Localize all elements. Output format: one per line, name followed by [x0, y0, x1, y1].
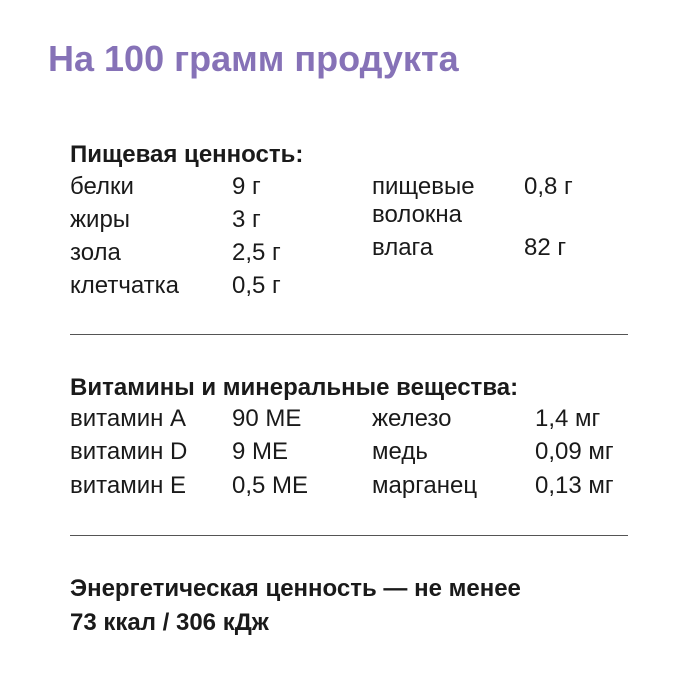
nutrient-name: пищевые: [372, 173, 475, 200]
nutrient-name: клетчатка: [70, 272, 180, 299]
nutrient-name: белки: [70, 173, 134, 200]
nutrient-name: влага: [372, 234, 434, 261]
nutrient-name: жиры: [70, 206, 131, 233]
energy-line: 73 ккал / 306 кДж: [70, 609, 269, 636]
energy-line: Энергетическая ценность — не менее: [70, 575, 521, 602]
nutrient-name: зола: [70, 239, 121, 266]
mineral-value: 1,4 мг: [535, 405, 601, 432]
nutrient-value: 3 г: [232, 206, 261, 233]
nutrient-value: 2,5 г: [232, 239, 281, 266]
nutrient-value: 82 г: [524, 234, 567, 261]
nutrition-heading: Пищевая ценность:: [70, 141, 304, 168]
vitamins-heading: Витамины и минеральные вещества:: [70, 374, 519, 401]
vitamin-value: 90 МЕ: [232, 405, 302, 432]
mineral-name: медь: [372, 438, 428, 465]
mineral-name: железо: [372, 405, 452, 432]
energy-value: [70, 572, 521, 640]
vitamin-value: 0,5 МЕ: [232, 472, 309, 499]
divider: [70, 334, 628, 335]
nutrient-value: 0,8 г: [524, 173, 573, 200]
mineral-value: 0,09 мг: [535, 438, 614, 465]
vitamin-name: витамин D: [70, 438, 188, 465]
nutrient-value: 0,5 г: [232, 272, 281, 299]
vitamin-name: витамин А: [70, 405, 187, 432]
page-title: На 100 грамм продукта: [48, 38, 459, 79]
vitamin-name: витамин Е: [70, 472, 187, 499]
divider: [70, 535, 628, 536]
mineral-value: 0,13 мг: [535, 472, 614, 499]
nutrient-value: 9 г: [232, 173, 261, 200]
mineral-name: марганец: [372, 472, 478, 499]
vitamin-value: 9 МЕ: [232, 438, 289, 465]
nutrient-name: волокна: [372, 201, 463, 228]
